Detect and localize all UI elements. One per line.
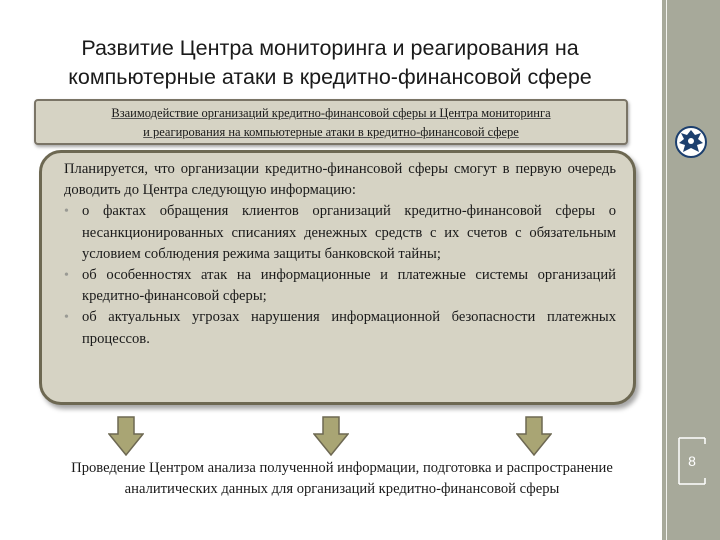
list-item [64,201,616,265]
bullet-icon: • [64,310,69,326]
list-item [64,307,616,349]
list-item-text: об особенностях атак на информационные и платежные системы организаций кредитно-финансовой сферы; [82,267,616,305]
banner-line-2: и реагирования на компьютерные атаки в кредитно-финансовой сфере [143,125,519,139]
list-item [64,265,616,307]
page-number-badge [675,436,709,486]
title-line-2: компьютерные атаки в кредитно-финансовой сфере [68,65,592,89]
list-item-text: об актуальных угрозах нарушения информационной безопасности платежных процессов. [82,309,616,347]
subtitle-banner [34,99,628,145]
info-text [64,159,616,350]
bank-emblem-icon [673,121,709,163]
title-line-1: Развитие Центра мониторинга и реагирования на [81,36,579,60]
intro-paragraph: Планируется, что организации кредитно-финансовой сферы смогут в первую очередь доводить до Центра следующую информацию: [64,161,616,199]
page-number: 8 [688,453,696,469]
down-arrow-icon [313,416,349,456]
outcome-text: Проведение Центром анализа полученной информации, подготовка и распространение аналитических данных для организаций кредитно-финансовой сферы [71,460,613,497]
list-item-text: о фактах обращения клиентов организаций кредитно-финансовой сферы о несанкционированных списаниях денежных средств с их счетов с обязательным условием соблюдения режима защиты банковской тайны; [82,203,616,262]
side-divider [666,0,667,540]
down-arrow-icon [108,416,144,456]
bullet-icon: • [64,204,69,220]
slide-title [20,34,640,92]
banner-line-1: Взаимодействие организаций кредитно-финансовой сферы и Центра мониторинга [111,106,551,120]
bullet-list [64,201,616,349]
down-arrow-icon [516,416,552,456]
bullet-icon: • [64,268,69,284]
